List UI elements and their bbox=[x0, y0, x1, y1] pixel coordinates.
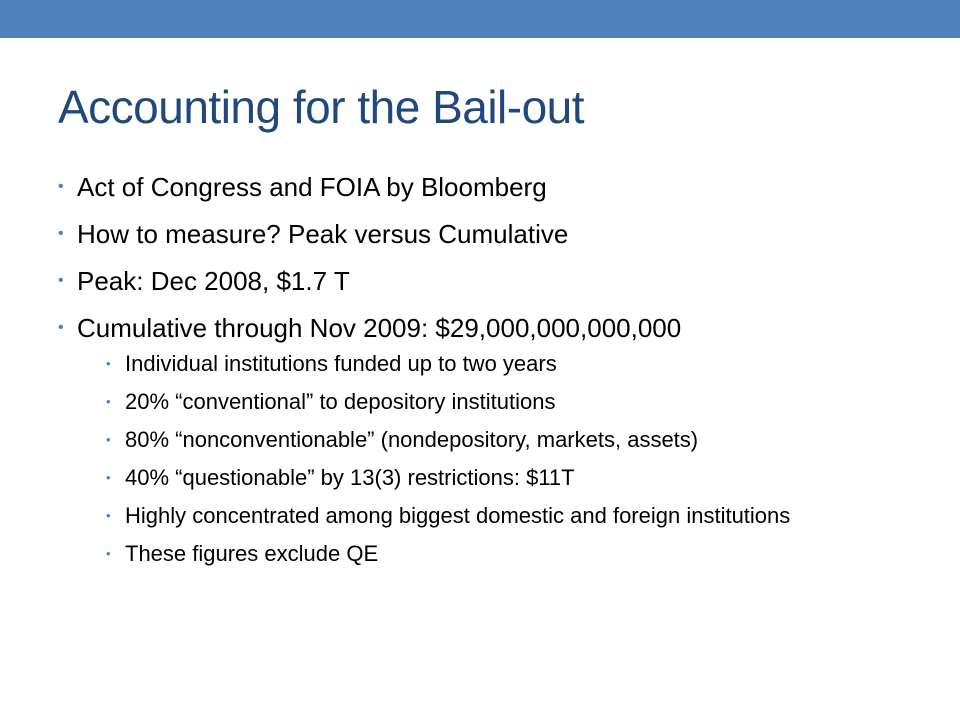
sub-bullet-item bbox=[106, 501, 918, 531]
sub-bullet-dot-icon: • bbox=[106, 356, 111, 371]
sub-bullet-text: 80% “nonconventionable” (nondepository, markets, assets) bbox=[125, 427, 699, 452]
accent-bar bbox=[0, 0, 960, 38]
sub-bullet-dot-icon: • bbox=[106, 508, 111, 523]
sub-bullet-dot-icon: • bbox=[106, 432, 111, 447]
bullet-dot-icon: • bbox=[58, 178, 64, 195]
sub-bullet-text: 20% “conventional” to depository institutions bbox=[125, 389, 556, 414]
sub-bullet-text: These figures exclude QE bbox=[125, 541, 379, 566]
sub-bullet-dot-icon: • bbox=[106, 470, 111, 485]
sub-bullet-item bbox=[106, 539, 918, 569]
sub-bullet-list bbox=[77, 349, 918, 569]
bullet-text: Peak: Dec 2008, $1.7 T bbox=[77, 266, 350, 296]
sub-bullet-item bbox=[106, 463, 918, 493]
sub-bullet-item bbox=[106, 425, 918, 455]
bullet-list bbox=[58, 168, 918, 578]
bullet-dot-icon: • bbox=[58, 225, 64, 242]
bullet-dot-icon: • bbox=[58, 272, 64, 289]
bullet-text: Act of Congress and FOIA by Bloomberg bbox=[77, 172, 547, 202]
sub-bullet-dot-icon: • bbox=[106, 394, 111, 409]
bullet-item bbox=[58, 262, 918, 300]
bullet-item bbox=[58, 215, 918, 253]
bullet-text: Cumulative through Nov 2009: $29,000,000,000,000 bbox=[77, 313, 682, 343]
sub-bullet-item bbox=[106, 349, 918, 379]
bullet-dot-icon: • bbox=[58, 319, 64, 336]
sub-bullet-dot-icon: • bbox=[106, 546, 111, 561]
bullet-item bbox=[58, 309, 918, 569]
sub-bullet-item bbox=[106, 387, 918, 417]
sub-bullet-text: Highly concentrated among biggest domestic and foreign institutions bbox=[125, 503, 791, 528]
sub-bullet-text: Individual institutions funded up to two years bbox=[125, 351, 557, 376]
bullet-text: How to measure? Peak versus Cumulative bbox=[77, 219, 569, 249]
slide-title: Accounting for the Bail-out bbox=[58, 81, 585, 133]
sub-bullet-text: 40% “questionable” by 13(3) restrictions: $11T bbox=[125, 465, 575, 490]
bullet-item bbox=[58, 168, 918, 206]
